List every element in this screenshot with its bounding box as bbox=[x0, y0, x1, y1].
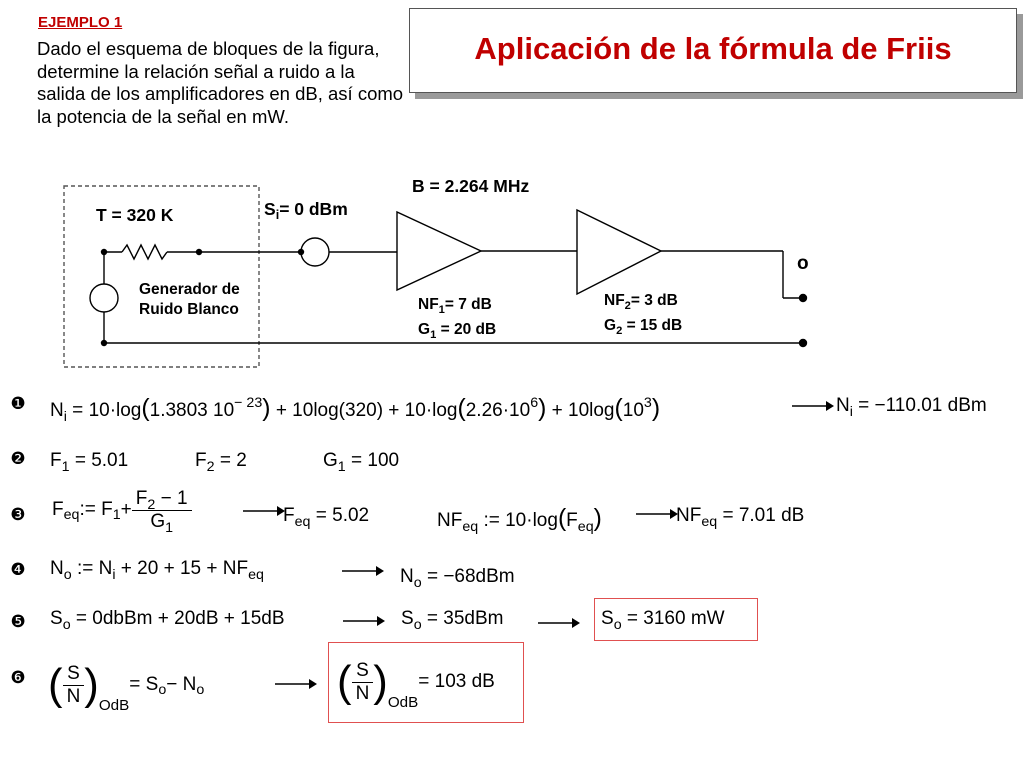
arrow-icon bbox=[243, 505, 285, 517]
slide-title: Aplicación de la fórmula de Friis bbox=[474, 31, 952, 66]
equation-1-noise-input: $N_i = 10\cdot\log(1.3803$ $10^{- 23}) + 10\log(320) + 10\cdot\log(2.26\cdot 10^6) + 10\log(10^3)$ bbox=[50, 395, 661, 425]
amplifier-1-params: $NF_1= 7$ dB $G_1 = 20$ dB bbox=[418, 296, 497, 341]
arrow-icon bbox=[343, 615, 385, 627]
equation-3-friis: F eq := F 1 + $\frac{F_2 - 1}{G_1}$ bbox=[52, 480, 192, 540]
equation-6-snr: ( $\frac{S}{N}$ ) OdB = S o − N o bbox=[48, 660, 205, 714]
arrow-icon bbox=[275, 678, 317, 690]
signal-power-result-box: $S_o = 3160$ mW bbox=[594, 598, 758, 641]
amplifier-2 bbox=[577, 210, 661, 294]
bullet-6: ❻ bbox=[10, 668, 26, 687]
equation-1-result: $N_i = -110.01$ dBm bbox=[836, 395, 987, 420]
bullet-2: ❷ bbox=[10, 449, 26, 468]
equation-5-signal-output: $S_o$ = 0dbBm + 20dB + 15dB bbox=[50, 608, 285, 633]
example-statement: Dado el esquema de bloques de la figura, determine la relación señal a ruido a la salida de los amplificadores en dB, así como la potencia de la señal en mW. bbox=[37, 38, 404, 127]
bullet-3: ❸ bbox=[10, 505, 26, 524]
resistor bbox=[122, 245, 167, 259]
equation-2-g1: $G_1 = 100$ bbox=[323, 450, 400, 475]
temperature-label: T = 320 K bbox=[96, 205, 174, 225]
snr-result-box bbox=[328, 642, 524, 723]
output-terminal-top bbox=[799, 294, 807, 302]
snr-result: ( $\frac{S}{N}$ ) OdB = 103 dB bbox=[337, 657, 495, 711]
arrow-icon bbox=[342, 565, 384, 577]
arrow-icon bbox=[636, 508, 678, 520]
generator-label: Generador de Ruido Blanco bbox=[139, 281, 240, 318]
amplifier-2-params: $NF_2= 3$ dB $G_2 = 15$ dB bbox=[604, 292, 683, 337]
equation-4-result: $N_o = -68dBm$ bbox=[400, 566, 515, 591]
bullet-5: ❺ bbox=[10, 612, 26, 631]
equation-4-noise-output: $N_o$ := $N_i + 20 + 15 + NF_{eq}$ bbox=[50, 558, 264, 583]
input-signal-label: $S_i= 0$ dBm bbox=[264, 199, 348, 222]
equation-2-f2: $F_2 = 2$ bbox=[195, 450, 247, 475]
signal-source-circle bbox=[301, 238, 329, 266]
bullet-1: ❶ bbox=[10, 394, 26, 413]
equation-3-nf-def: $NF_{eq}$ := $10\cdot\log(F_{eq})$ bbox=[437, 505, 602, 535]
bandwidth-label: B = 2.264 MHz bbox=[412, 176, 530, 196]
output-label: o bbox=[797, 253, 809, 274]
arrow-icon bbox=[792, 400, 834, 412]
equation-5-dbm-result: $S_o = 35dBm$ bbox=[401, 608, 504, 633]
arrow-icon bbox=[538, 617, 580, 629]
noise-source-circle bbox=[90, 284, 118, 312]
equation-2-f1: $F_1 = 5.01$ bbox=[50, 450, 129, 475]
bullet-4: ❹ bbox=[10, 560, 26, 579]
output-terminal-bottom bbox=[799, 339, 807, 347]
equation-3-nf-result: $NF_{eq} = 7.01$ dB bbox=[676, 505, 805, 530]
example-label: EJEMPLO 1 bbox=[38, 14, 123, 31]
amplifier-1 bbox=[397, 212, 481, 290]
equation-3-feq-result: $F_{eq} = 5.02$ bbox=[283, 505, 370, 530]
